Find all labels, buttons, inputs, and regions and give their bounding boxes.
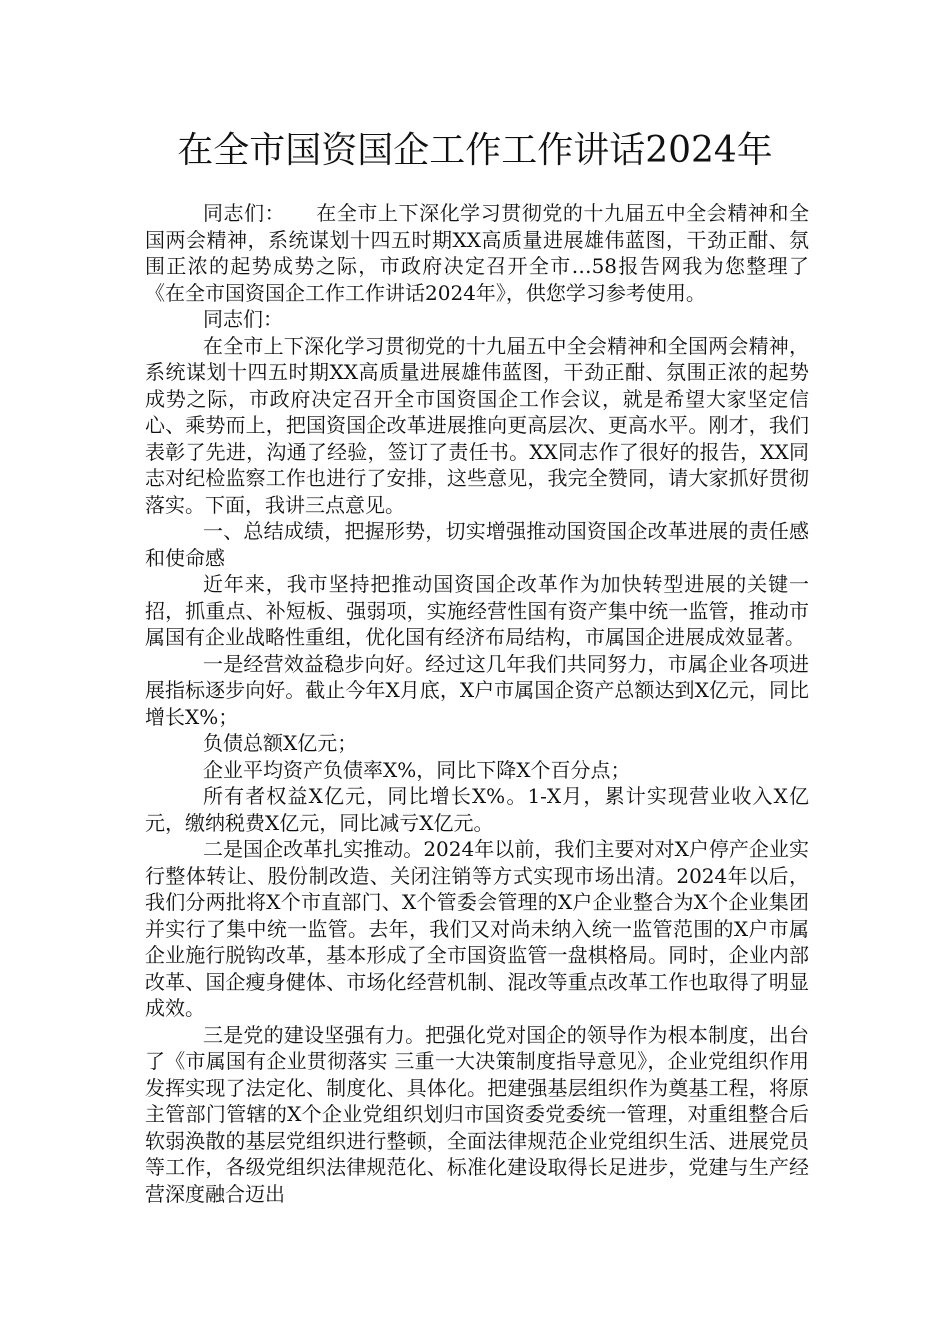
paragraph-overview: 近年来，我市坚持把推动国资国企改革作为加快转型进展的关键一招，抓重点、补短板、强弱项，实施经营性国有资产集中统一监管，推动市属国有企业战略性重组，优化国有经济布局结构，市属国企进展成效显著。	[145, 572, 809, 649]
paragraph-ratio: 企业平均资产负债率X%，同比下降X个百分点；	[203, 757, 631, 782]
paragraph-equity: 所有者权益X亿元，同比增长X%。1-X月，累计实现营业收入X亿元，缴纳税费X亿元，同比减亏X亿元。	[145, 784, 809, 835]
paragraph-intro: 同志们： 在全市上下深化学习贯彻党的十九届五中全会精神和全国两会精神，系统谋划十四五时期XX高质量进展雄伟蓝图，干劲正酣、氛围正浓的起势成势之际，市政府决定召开全市…58报告网我为您整理了《在全市国资国企工作工作讲话2024年》，供您学习参考使用。	[145, 201, 809, 305]
paragraph-point-2: 二是国企改革扎实推动。2024年以前，我们主要对对X户停产企业实行整体转让、股份制改造、关闭注销等方式实现市场出清。2024年以后，我们分两批将X个市直部门、X个管委会管理的X户企业整合为X个企业集团并实行了集中统一监管。去年，我们又对尚未纳入统一监管范围的X户市属企业施行脱钩改革，基本形成了全市国资监管一盘棋格局。同时，企业内部改革、国企瘦身健体、市场化经营机制、混改等重点改革工作也取得了明显成效。	[145, 837, 809, 1020]
paragraph-debt: 负债总额X亿元；	[203, 731, 358, 755]
paragraph-point-3: 三是党的建设坚强有力。把强化党对国企的领导作为根本制度，出台了《市属国有企业贯彻落实 三重一大决策制度指导意见》，企业党组织作用发挥实现了法定化、制度化、具体化。把建强基层组织作为奠基工程，将原主管部门管辖的X个企业党组织划归市国资委党委统一管理，对重组整合后软弱涣散的基层党组织进行整顿，全面法律规范企业党组织生活、进展党员等工作，各级党组织法律规范化、标准化建设取得长足进步，党建与生产经营深度融合迈出	[145, 1022, 809, 1206]
paragraph-point-1: 一是经营效益稳步向好。经过这几年我们共同努力，市属企业各项进展指标逐步向好。截止今年X月底，X户市属国企资产总额达到X亿元，同比增长X%；	[145, 651, 809, 729]
paragraph-opening: 在全市上下深化学习贯彻党的十九届五中全会精神和全国两会精神，系统谋划十四五时期XX高质量进展雄伟蓝图，干劲正酣、氛围正浓的起势成势之际，市政府决定召开全市国资国企工作会议，就是希望大家坚定信心、乘势而上，把国资国企改革进展推向更高层次、更高水平。刚才，我们表彰了先进，沟通了经验，签订了责任书。XX同志作了很好的报告，XX同志对纪检监察工作也进行了安排，这些意见，我完全赞同，请大家抓好贯彻落实。下面，我讲三点意见。	[145, 333, 809, 517]
section-heading-1: 一、总结成绩，把握形势，切实增强推动国资国企改革进展的责任感和使命感	[145, 519, 809, 570]
document-title: 在全市国资国企工作工作讲话2024年	[177, 130, 773, 171]
paragraph-salutation: 同志们：	[203, 307, 283, 331]
document-body	[145, 200, 809, 1207]
